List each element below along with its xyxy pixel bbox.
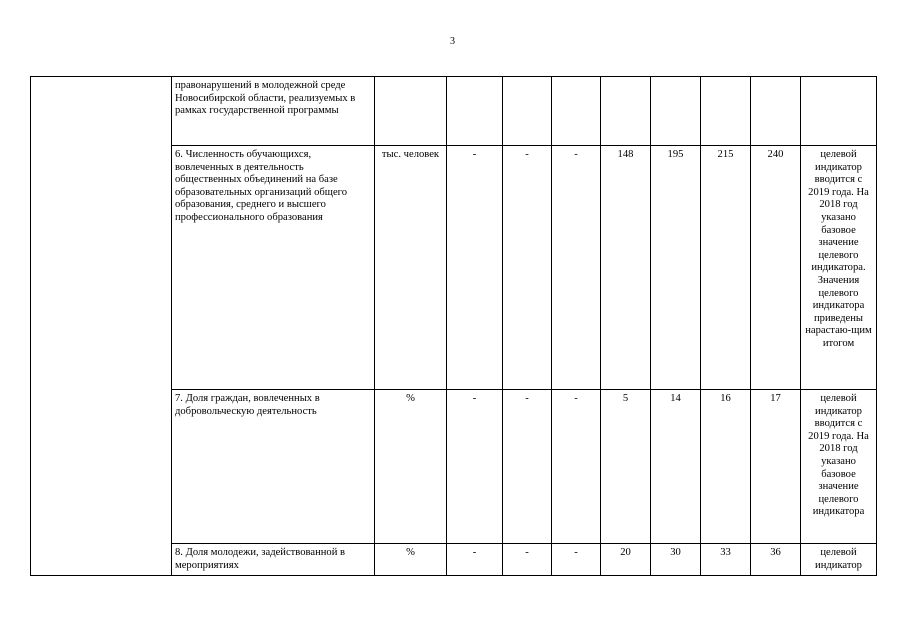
value-cell xyxy=(552,77,601,146)
note-cell: целевой индикатор вводится с 2019 года. На 2018 год указано базовое значение целевого индикатора. Значения целевого индикатора приведены нарастаю-щим итогом xyxy=(801,146,877,390)
note-cell: целевой индикатор вводится с 2019 года. На 2018 год указано базовое значение целевого индикатора xyxy=(801,390,877,544)
value-cell xyxy=(447,77,503,146)
value-cell: - xyxy=(503,146,552,390)
value-cell: - xyxy=(552,390,601,544)
indicator-name: 7. Доля граждан, вовлеченных в добровольческую деятельность xyxy=(172,390,375,544)
value-cell: 30 xyxy=(651,544,701,576)
value-cell: 33 xyxy=(701,544,751,576)
value-cell: - xyxy=(552,146,601,390)
value-cell: - xyxy=(447,390,503,544)
unit-cell: тыс. человек xyxy=(375,146,447,390)
value-cell: - xyxy=(503,390,552,544)
indicators-table xyxy=(30,76,877,576)
value-cell: - xyxy=(552,544,601,576)
indicator-name: 6. Численность обучающихся, вовлеченных в деятельность общественных объединений на базе образовательных организаций общего образования, среднего и высшего профессионального образования xyxy=(172,146,375,390)
value-cell: 240 xyxy=(751,146,801,390)
page-number: 3 xyxy=(450,36,455,47)
indicator-name: правонарушений в молодежной среде Новосибирской области, реализуемых в рамках государственной программы xyxy=(172,77,375,146)
value-cell xyxy=(503,77,552,146)
value-cell: 195 xyxy=(651,146,701,390)
note-cell xyxy=(801,77,877,146)
value-cell: 14 xyxy=(651,390,701,544)
value-cell: 36 xyxy=(751,544,801,576)
note-cell: целевой индикатор xyxy=(801,544,877,576)
unit-cell: % xyxy=(375,544,447,576)
value-cell xyxy=(751,77,801,146)
value-cell: - xyxy=(503,544,552,576)
value-cell: - xyxy=(447,544,503,576)
value-cell xyxy=(651,77,701,146)
unit-cell xyxy=(375,77,447,146)
value-cell: 148 xyxy=(601,146,651,390)
value-cell: - xyxy=(447,146,503,390)
empty-cell xyxy=(31,77,172,576)
indicator-name: 8. Доля молодежи, задействованной в мероприятиях xyxy=(172,544,375,576)
value-cell: 20 xyxy=(601,544,651,576)
value-cell: 215 xyxy=(701,146,751,390)
value-cell xyxy=(601,77,651,146)
value-cell: 17 xyxy=(751,390,801,544)
table-row xyxy=(31,77,877,146)
value-cell xyxy=(701,77,751,146)
value-cell: 16 xyxy=(701,390,751,544)
unit-cell: % xyxy=(375,390,447,544)
value-cell: 5 xyxy=(601,390,651,544)
